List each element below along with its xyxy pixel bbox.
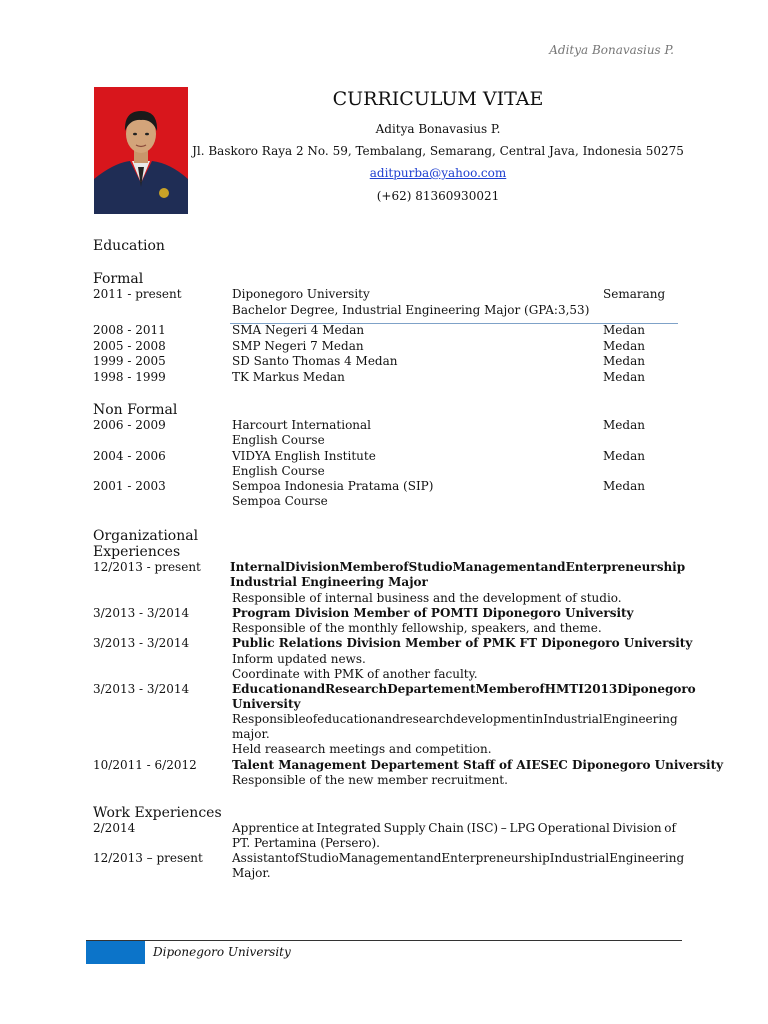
org-period: 3/2013 - 3/2014 xyxy=(93,606,190,620)
org-title-cont: University xyxy=(232,697,301,711)
word: Diponegoro xyxy=(617,682,696,696)
formal-school: SMA Negeri 4 Medan xyxy=(232,323,365,337)
word: Management xyxy=(452,560,541,574)
nonformal-course: English Course xyxy=(232,433,325,447)
word: Engineering xyxy=(609,851,685,865)
word: education xyxy=(317,712,378,726)
person-silhouette-icon xyxy=(94,87,188,214)
work-period: 2/2014 xyxy=(93,821,136,835)
org-title: Program Division Member of POMTI Diponegoro University xyxy=(232,606,634,620)
org-title xyxy=(232,682,696,697)
word: Studio xyxy=(299,851,339,865)
nonformal-period: 2004 - 2006 xyxy=(93,449,166,463)
word: of xyxy=(664,821,676,835)
nonformal-institution: Sempoa Indonesia Pratama (SIP) xyxy=(232,479,434,493)
word: Assistant xyxy=(232,851,288,865)
formal-school: TK Markus Medan xyxy=(232,370,345,384)
word: Enterpreneurship xyxy=(565,560,686,574)
word: Enterpreneurship xyxy=(441,851,550,865)
org-period: 10/2011 - 6/2012 xyxy=(93,758,197,772)
formal-period: 1999 - 2005 xyxy=(93,354,166,368)
word: Engineering xyxy=(602,712,678,726)
nonformal-city: Medan xyxy=(603,449,645,463)
org-desc: Responsible of internal business and the development of studio. xyxy=(232,591,622,605)
running-header-name: Aditya Bonavasius P. xyxy=(549,43,674,57)
formal-period: 2005 - 2008 xyxy=(93,339,166,353)
word: of xyxy=(287,851,300,865)
word: Education xyxy=(232,682,301,696)
org-title-cont: Industrial Engineering Major xyxy=(230,575,428,589)
word: of xyxy=(305,712,318,726)
formal-period: 2011 - present xyxy=(93,287,182,301)
footer-rule xyxy=(86,940,682,941)
work-desc-cont: PT. Pertamina (Persero). xyxy=(232,836,380,850)
org-desc: Held reasearch meetings and competition. xyxy=(232,742,492,756)
word: Supply xyxy=(383,821,426,835)
footer-accent-box xyxy=(86,941,145,964)
work-desc-cont: Major. xyxy=(232,866,271,880)
word: and xyxy=(300,682,326,696)
word: Integrated xyxy=(316,821,381,835)
word: and xyxy=(377,712,400,726)
word: Internal xyxy=(230,560,285,574)
org-desc: major. xyxy=(232,727,270,741)
word: Industrial xyxy=(549,851,610,865)
word: Chain xyxy=(428,821,464,835)
nonformal-institution: VIDYA English Institute xyxy=(232,449,376,463)
email-link[interactable]: aditpurba@yahoo.com xyxy=(369,166,507,180)
formal-city: Semarang xyxy=(603,287,666,301)
word: Studio xyxy=(408,560,453,574)
word: research xyxy=(399,712,454,726)
org-desc: Inform updated news. xyxy=(232,652,366,666)
work-desc xyxy=(232,821,676,836)
work-desc xyxy=(232,851,685,866)
org-period: 3/2013 - 3/2014 xyxy=(93,682,190,696)
formal-period: 2008 - 2011 xyxy=(93,323,166,337)
word: LPG xyxy=(509,821,536,835)
word: and xyxy=(540,560,566,574)
nonformal-period: 2006 - 2009 xyxy=(93,418,166,432)
work-heading: Work Experiences xyxy=(93,805,222,821)
education-heading: Education xyxy=(93,238,165,254)
nonformal-course: English Course xyxy=(232,464,325,478)
org-desc: Responsible of the monthly fellowship, speakers, and theme. xyxy=(232,621,602,635)
organizational-heading: Organizational xyxy=(93,528,199,544)
organizational-heading-2: Experiences xyxy=(93,544,181,560)
word: Apprentice xyxy=(232,821,300,835)
footer-text: Diponegoro University xyxy=(153,945,291,959)
formal-school: SD Santo Thomas 4 Medan xyxy=(232,354,398,368)
word: Member xyxy=(475,682,532,696)
word: Member xyxy=(339,560,396,574)
nonformal-heading: Non Formal xyxy=(93,402,178,418)
formal-school: SMP Negeri 7 Medan xyxy=(232,339,364,353)
word: of xyxy=(531,682,545,696)
formal-city: Medan xyxy=(603,370,645,384)
word: HMTI xyxy=(544,682,584,696)
profile-photo xyxy=(94,87,188,214)
contact-name: Aditya Bonavasius P. xyxy=(375,122,501,136)
formal-city: Medan xyxy=(603,323,645,337)
formal-period: 1998 - 1999 xyxy=(93,370,166,384)
nonformal-city: Medan xyxy=(603,418,645,432)
contact-address: Jl. Baskoro Raya 2 No. 59, Tembalang, Semarang, Central Java, Indonesia 50275 xyxy=(192,144,684,158)
formal-school: Diponegoro University xyxy=(232,287,370,301)
word: – xyxy=(500,821,507,835)
word: development xyxy=(453,712,532,726)
word: Division xyxy=(612,821,662,835)
word: Management xyxy=(338,851,419,865)
org-desc: Coordinate with PMK of another faculty. xyxy=(232,667,478,681)
word: (ISC) xyxy=(466,821,499,835)
document-title: CURRICULUM VITAE xyxy=(332,88,544,110)
word: Operational xyxy=(537,821,610,835)
word: Industrial xyxy=(543,712,603,726)
word: in xyxy=(531,712,544,726)
formal-city: Medan xyxy=(603,354,645,368)
word: Division xyxy=(284,560,340,574)
contact-phone: (+62) 81360930021 xyxy=(376,189,500,203)
word: Departement xyxy=(387,682,476,696)
word: and xyxy=(418,851,442,865)
formal-degree: Bachelor Degree, Industrial Engineering Major (GPA:3,53) xyxy=(232,303,590,317)
nonformal-institution: Harcourt International xyxy=(232,418,372,432)
nonformal-period: 2001 - 2003 xyxy=(93,479,166,493)
word: of xyxy=(395,560,409,574)
org-title: Talent Management Departement Staff of AIESEC Diponegoro University xyxy=(232,758,724,772)
work-period: 12/2013 – present xyxy=(93,851,203,865)
nonformal-course: Sempoa Course xyxy=(232,494,328,508)
formal-heading: Formal xyxy=(93,271,144,287)
formal-city: Medan xyxy=(603,339,645,353)
org-title: Public Relations Division Member of PMK FT Diponegoro University xyxy=(232,636,693,650)
nonformal-city: Medan xyxy=(603,479,645,493)
word: at xyxy=(301,821,314,835)
word: Responsible xyxy=(232,712,306,726)
word: Research xyxy=(325,682,388,696)
word: 2013 xyxy=(583,682,618,696)
org-desc xyxy=(232,712,676,727)
org-title xyxy=(230,560,686,575)
org-period: 12/2013 - present xyxy=(93,560,201,574)
org-period: 3/2013 - 3/2014 xyxy=(93,636,190,650)
org-desc: Responsible of the new member recruitment. xyxy=(232,773,508,787)
